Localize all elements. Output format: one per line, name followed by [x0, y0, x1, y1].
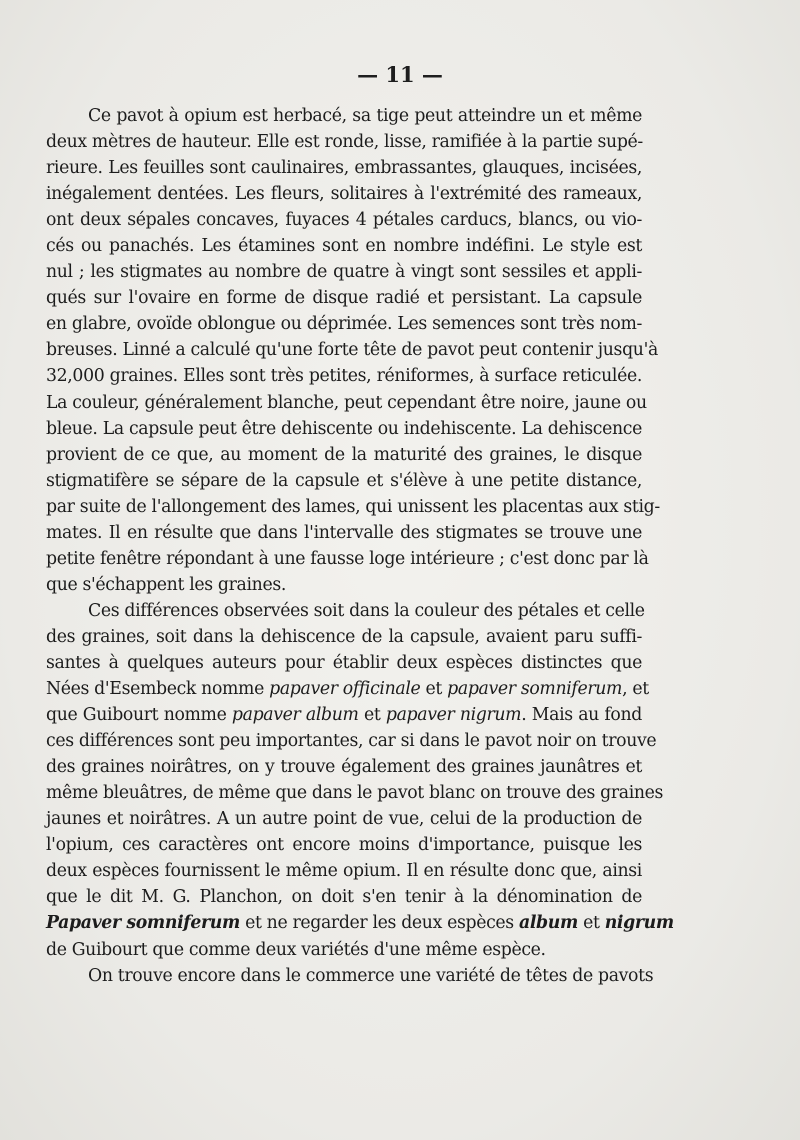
text-line	[46, 311, 642, 337]
italic-text: nigrum	[604, 913, 674, 934]
text-line	[46, 806, 642, 832]
text-run: ces différences sont peu importantes, car si dans le pavot noir on trouve	[46, 731, 657, 752]
text-run: cés ou panachés. Les étamines sont en nombre indéfini. Le style est	[46, 236, 642, 257]
text-line	[46, 390, 647, 416]
text-run: que Guibourt nomme	[46, 705, 232, 726]
text-run: inégalement dentées. Les fleurs, solitaires à l'extrémité des rameaux,	[46, 184, 642, 205]
text-run: deux espèces fournissent le même opium. Il en résulte donc que, ainsi	[46, 861, 642, 882]
text-run: santes à quelques auteurs pour établir deux espèces distinctes que	[46, 652, 642, 673]
text-run: de Guibourt que comme deux variétés d'une même espèce.	[46, 939, 546, 960]
text-line	[46, 937, 642, 963]
text-line	[46, 754, 642, 780]
text-run: par suite de l'allongement des lames, qui unissent les placentas aux stig-	[46, 496, 660, 517]
text-run: et	[420, 679, 448, 700]
text-run: rieure. Les feuilles sont caulinaires, embrassantes, glauques, incisées,	[46, 158, 642, 179]
text-run: nul ; les stigmates au nombre de quatre à vingt sont sessiles et appli-	[46, 262, 642, 283]
text-line	[46, 181, 642, 207]
text-run: et	[358, 705, 386, 726]
text-run: en glabre, ovoïde oblongue ou déprimée. Les semences sont très nom-	[46, 314, 642, 335]
text-line	[46, 676, 649, 702]
text-run: . Mais au fond	[521, 705, 642, 726]
text-line	[46, 598, 645, 624]
text-line	[46, 337, 658, 363]
text-line	[46, 442, 642, 468]
text-line	[46, 259, 642, 285]
text-line	[46, 910, 674, 936]
text-line	[46, 884, 642, 910]
text-line	[46, 624, 642, 650]
text-run: ont deux sépales concaves, fuyaces 4 pétales carducs, blancs, ou vio-	[46, 210, 642, 231]
text-run: l'opium, ces caractères ont encore moins d'importance, puisque les	[46, 835, 642, 856]
text-run: , et	[622, 679, 649, 700]
text-run: des graines noirâtres, on y trouve également des graines jaunâtres et	[46, 757, 642, 778]
text-line	[46, 494, 660, 520]
text-run: que le dit M. G. Planchon, on doit s'en tenir à la dénomination de	[46, 887, 642, 908]
text-line	[46, 103, 642, 129]
text-line	[46, 728, 657, 754]
text-run: et	[577, 913, 605, 934]
body-text	[46, 103, 674, 989]
text-run: qués sur l'ovaire en forme de disque radié et persistant. La capsule	[46, 288, 642, 309]
text-line	[46, 858, 642, 884]
text-run: breuses. Linné a calculé qu'une forte tête de pavot peut contenir jusqu'à	[46, 340, 658, 361]
text-run: Ces différences observées soit dans la couleur des pétales et celle	[88, 600, 645, 621]
text-line	[46, 363, 642, 389]
text-run: On trouve encore dans le commerce une variété de têtes de pavots	[88, 965, 654, 986]
text-line	[46, 520, 642, 546]
text-run: stigmatifère se sépare de la capsule et s'élève à une petite distance,	[46, 470, 642, 491]
italic-text: Papaver somniferum	[46, 913, 240, 934]
text-line	[46, 650, 642, 676]
text-line	[46, 963, 654, 989]
text-run: Nées d'Esembeck nomme	[46, 679, 270, 700]
text-line	[46, 702, 642, 728]
italic-text: album	[518, 913, 578, 934]
text-run: La couleur, généralement blanche, peut cependant être noire, jaune ou	[46, 392, 647, 413]
text-run: mates. Il en résulte que dans l'intervalle des stigmates se trouve une	[46, 522, 642, 543]
text-run: que s'échappent les graines.	[46, 574, 286, 595]
text-line	[46, 207, 642, 233]
text-line	[46, 155, 642, 181]
text-run: Ce pavot à opium est herbacé, sa tige peut atteindre un et même	[88, 106, 642, 126]
text-run: deux mètres de hauteur. Elle est ronde, lisse, ramifiée à la partie supé-	[46, 132, 643, 153]
text-line	[46, 572, 642, 598]
text-line	[46, 233, 642, 259]
text-run: même bleuâtres, de même que dans le pavot blanc on trouve des graines	[46, 783, 664, 804]
text-run: petite fenêtre répondant à une fausse loge intérieure ; c'est donc par là	[46, 548, 649, 569]
text-line	[46, 416, 642, 442]
italic-text: papaver album	[231, 705, 359, 726]
text-line	[46, 780, 664, 806]
italic-text: papaver somniferum	[447, 679, 623, 700]
text-line	[46, 285, 642, 311]
text-line	[46, 468, 642, 494]
text-run: provient de ce que, au moment de la maturité des graines, le disque	[46, 444, 642, 465]
text-line	[46, 546, 649, 572]
text-line	[46, 129, 642, 155]
text-run: bleue. La capsule peut être dehiscente ou indehiscente. La dehiscence	[46, 418, 642, 439]
text-run: jaunes et noirâtres. A un autre point de vue, celui de la production de	[46, 809, 642, 830]
text-run: 32,000 graines. Elles sont très petites, réniformes, à surface reticulée.	[46, 366, 642, 387]
italic-text: papaver officinale	[269, 679, 421, 700]
text-line	[46, 832, 642, 858]
text-run: des graines, soit dans la dehiscence de la capsule, avaient paru suffi-	[46, 626, 642, 647]
text-run: et ne regarder les deux espèces	[239, 913, 519, 934]
page-number: — 11 —	[357, 62, 443, 87]
italic-text: papaver nigrum	[385, 705, 522, 726]
